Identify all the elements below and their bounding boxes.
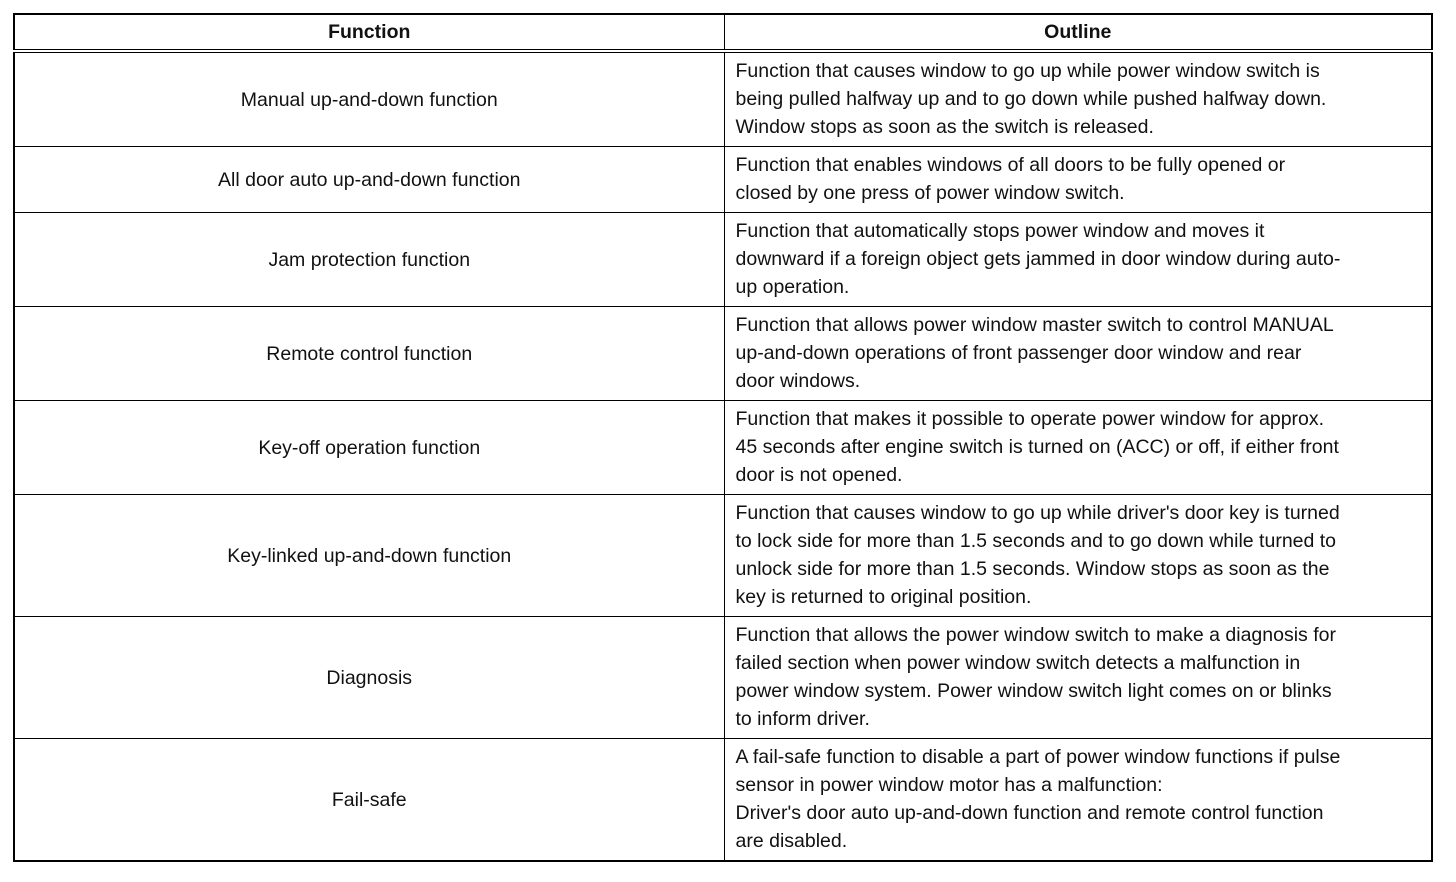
function-name-cell: Fail-safe <box>14 739 724 862</box>
table-row <box>14 401 1432 495</box>
function-table <box>13 13 1433 862</box>
table-row <box>14 51 1432 147</box>
outline-cell <box>724 147 1432 213</box>
outline-line: Window stops as soon as the switch is released. <box>735 116 1154 138</box>
outline-line: being pulled halfway up and to go down while pushed halfway down. <box>735 88 1327 110</box>
function-name-cell: Key-linked up-and-down function <box>14 495 724 617</box>
outline-line: up operation. <box>735 276 850 298</box>
table-row <box>14 495 1432 617</box>
outline-line: Function that enables windows of all doors to be fully opened or <box>735 154 1286 176</box>
function-name-cell: Key-off operation function <box>14 401 724 495</box>
outline-line: closed by one press of power window switch. <box>735 182 1125 204</box>
outline-line: Function that makes it possible to operate power window for approx. <box>735 408 1325 430</box>
header-row <box>14 14 1432 51</box>
outline-line: door is not opened. <box>735 464 903 486</box>
outline-line: 45 seconds after engine switch is turned on (ACC) or off, if either front <box>735 436 1339 458</box>
function-table-wrapper <box>13 13 1431 862</box>
outline-cell <box>724 51 1432 147</box>
outline-line: up-and-down operations of front passenger door window and rear <box>735 342 1302 364</box>
function-name-cell: Jam protection function <box>14 213 724 307</box>
outline-line: to lock side for more than 1.5 seconds and to go down while turned to <box>735 530 1337 552</box>
table-row <box>14 617 1432 739</box>
table-row <box>14 307 1432 401</box>
column-header-outline: Outline <box>724 14 1432 51</box>
outline-cell <box>724 495 1432 617</box>
function-name-cell: Remote control function <box>14 307 724 401</box>
outline-line: are disabled. <box>735 830 848 852</box>
outline-line: failed section when power window switch detects a malfunction in <box>735 652 1301 674</box>
outline-cell <box>724 213 1432 307</box>
outline-cell <box>724 739 1432 862</box>
table-body <box>14 51 1432 861</box>
outline-line: to inform driver. <box>735 708 870 730</box>
column-header-function: Function <box>14 14 724 51</box>
outline-line: Function that causes window to go up while driver's door key is turned <box>735 502 1340 524</box>
table-row <box>14 147 1432 213</box>
function-name-cell: All door auto up-and-down function <box>14 147 724 213</box>
outline-line: key is returned to original position. <box>735 586 1032 608</box>
table-row <box>14 739 1432 862</box>
outline-line: A fail-safe function to disable a part of power window functions if pulse <box>735 746 1341 768</box>
outline-line: Function that allows power window master switch to control MANUAL <box>735 314 1334 336</box>
outline-cell <box>724 617 1432 739</box>
outline-line: Driver's door auto up-and-down function and remote control function <box>735 802 1324 824</box>
outline-line: sensor in power window motor has a malfunction: <box>735 774 1163 796</box>
table-header <box>14 14 1432 51</box>
outline-line: Function that allows the power window switch to make a diagnosis for <box>735 624 1336 646</box>
function-name-cell: Diagnosis <box>14 617 724 739</box>
function-name-cell: Manual up-and-down function <box>14 51 724 147</box>
outline-line: door windows. <box>735 370 861 392</box>
outline-line: Function that causes window to go up while power window switch is <box>735 60 1320 82</box>
outline-line: downward if a foreign object gets jammed in door window during auto- <box>735 248 1341 270</box>
outline-cell <box>724 307 1432 401</box>
outline-line: power window system. Power window switch light comes on or blinks <box>735 680 1332 702</box>
outline-cell <box>724 401 1432 495</box>
outline-line: unlock side for more than 1.5 seconds. Window stops as soon as the <box>735 558 1330 580</box>
outline-line: Function that automatically stops power window and moves it <box>735 220 1265 242</box>
table-row <box>14 213 1432 307</box>
